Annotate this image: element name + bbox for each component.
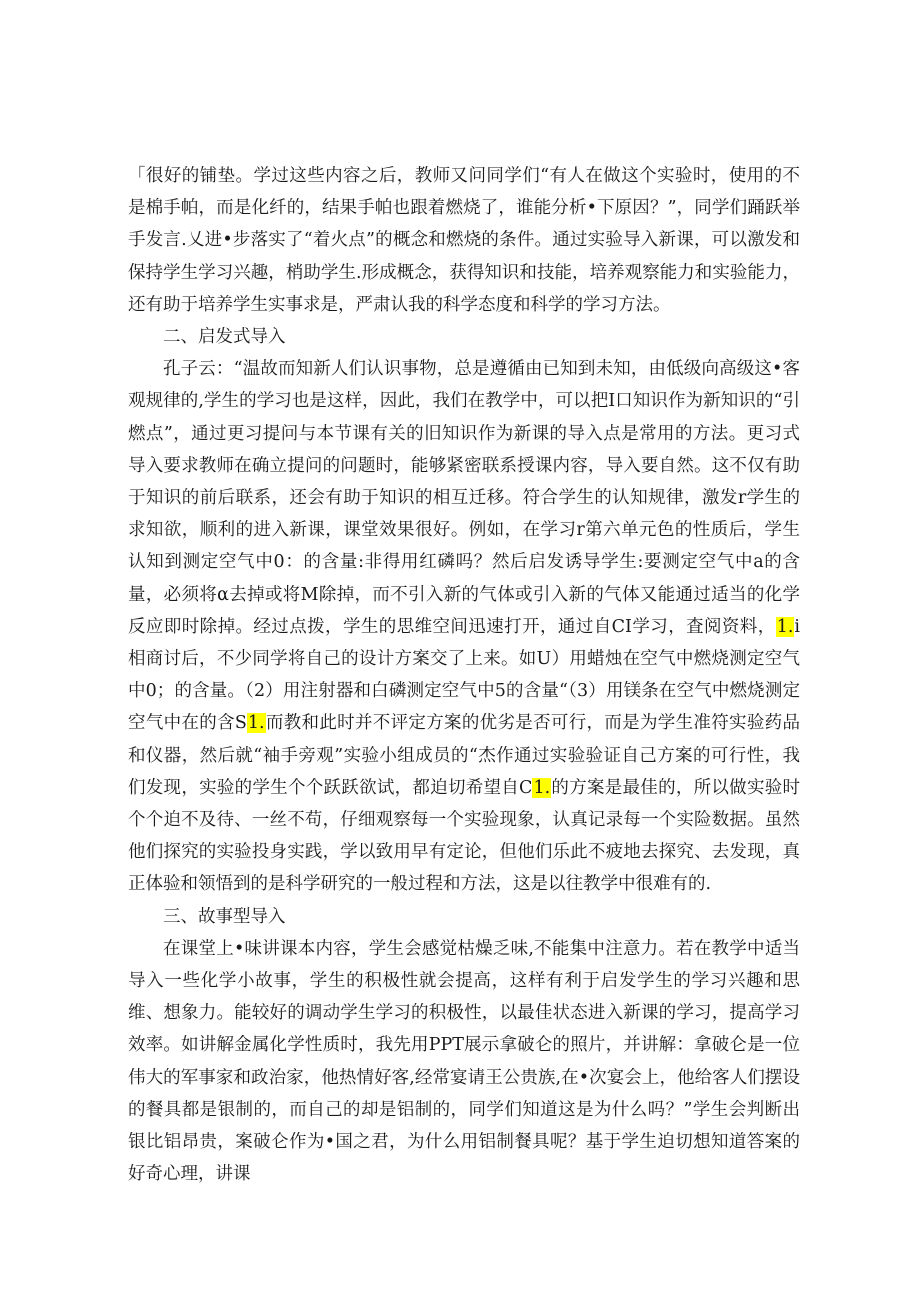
- paragraph-text: 孔子云：“温故而知新人们认识事物，总是遵循由已知到未知，由低级向高级这•客观规律的,学生的学习也是这样，因此，我们在教学中，可以把I口知识作为新知识的“引燃点”，通过更习提问与本节课有关的旧知识作为新课的导入点是常用的方法。更习式导入要求教师在确立提问的问题时，能够紧密联系授课内容，导入要自然。这不仅有助于知识的前后联系，还会有助于知识的相互迁移。符合学生的认知规律，激发r学生的求知欲，顺利的进入新课，课堂效果很好。例如，在学习r第六单元色的性质后，学生认知到测定空气中0：的含量:非得用红磷吗？然后启发诱导学生:要测定空气中a的含量，必须将α去掉或将M除掉，而不引入新的气体或引入新的气体又能通过适当的化学反应即时除掉。经过点拨，学生的思维空间迅速打开，通过自CI学习，査阅资料，: [128, 359, 800, 637]
- highlighted-text: 1.: [776, 616, 794, 637]
- document-body: [128, 160, 800, 1191]
- highlighted-text: 1.: [247, 713, 265, 734]
- highlighted-text: 1.: [533, 777, 551, 798]
- section-heading-2: 二、启发式导入: [163, 327, 286, 348]
- paragraph-heuristic-intro: [128, 353, 800, 900]
- paragraph-text: 而教和此时并不评定方案的优劣是否可行，而是为学生准符实验药品和仪器，然后就“袖手旁观”实验小组成员的“杰作通过实验验证自己方案的可行性，我们发现，实验的学生个个跃跃欲试，都迫切希望自C: [128, 713, 800, 798]
- paragraph-text: 的方案是最佳的，所以做实验时个个迫不及待、一丝不苟，仔细观察每一个实验现象，认真记录每一个实险数据。虽然他们探究的实验投身实践，学以致用早有定论，但他们乐此不疲地去探究、去发现，真正体验和领悟到的是科学研究的一般过程和方法，这是以往教学中很难有的.: [128, 777, 801, 895]
- paragraph-story-intro: 在课堂上•味讲课本内容，学生会感觉枯燥乏味,不能集中注意力。若在教学中适当导入一些化学小故事，学生的积极性就会提高，这样有利于启发学生的学习兴趣和思维、想象力。能较好的调动学生学习的积极性，以最佳状态进入新课的学习，提高学习效率。如讲解金属化学性质时，我先用PPT展示拿破仑的照片，并讲解：拿破仑是一位伟大的军事家和政治家，他热情好客,经常宴请王公贵族,在•次宴会上，他给客人们摆设的餐具都是银制的，而自己的却是铝制的，同学们知道这是为什么吗？”学生会判断出银比铝昂贵，案破仑作为•国之君，为什么用铝制餐具呢？基于学生迫切想知道答案的好奇心理，讲课: [128, 938, 800, 1185]
- paragraph-continuation: 「很好的铺垫。学过这些内容之后，教师又问同学们“有人在做这个实验时，使用的不是棉手帕，而是化纤的，结果手帕也跟着燃烧了，谁能分析•下原因？”，同学们踊跃举手发言.乂进•步落实了“着火点”的概念和燃烧的条件。通过实验导入新课，可以激发和保持学生学习兴趣，梢助学生.形成概念，获得知识和技能，培养观察能力和实验能力，还有助于培养学生实事求是，严肃认我的科学态度和科学的学习方法。: [128, 166, 800, 315]
- paragraph-text: i相商讨后，不少同学将自己的设计方案交了上来。如U）用蜡烛在空气中燃烧测定空气中0；的含量。（2）用注射器和白磷测定空气中5的含量“（3）用镁条在空气中燃烧测定空气中在的含S: [128, 616, 800, 734]
- section-heading-3: 三、故事型导入: [163, 906, 286, 927]
